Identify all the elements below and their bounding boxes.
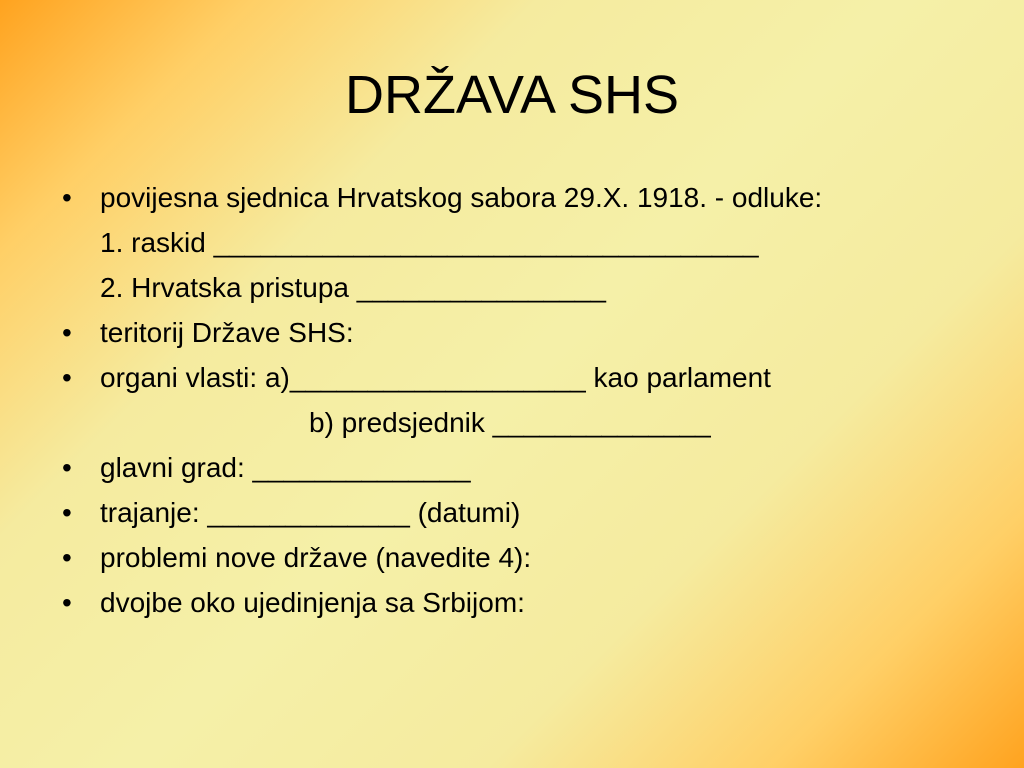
sub-item-pristupa	[62, 272, 992, 304]
bullet-item-sjednica	[62, 182, 900, 214]
bullet-icon: •	[62, 542, 72, 573]
bullet-text: teritorij Države SHS:	[100, 317, 354, 348]
bullet-icon: •	[62, 182, 72, 213]
bullet-item-teritorij	[62, 317, 992, 349]
sub-item-text: 2. Hrvatska pristupa ________________	[100, 272, 606, 303]
bullet-item-trajanje	[62, 497, 992, 529]
bullet-item-problemi	[62, 542, 992, 574]
bullet-icon: •	[62, 362, 72, 393]
bullet-text: problemi nove države (navedite 4):	[100, 542, 532, 573]
bullet-text: povijesna sjednica Hrvatskog sabora 29.X. 1918. - odluke:	[100, 182, 823, 213]
bullet-item-organi-vlasti	[62, 362, 992, 394]
sub-item-text: 1. raskid ___________________________________	[100, 227, 759, 258]
slide-title: DRŽAVA SHS	[344, 65, 680, 125]
bullet-text: glavni grad: ______________	[100, 452, 471, 483]
bullet-item-dvojbe	[62, 587, 992, 619]
bullet-icon: •	[62, 497, 72, 528]
sub-item-raskid	[62, 227, 992, 259]
sub-item-text: b) predsjednik ______________	[309, 407, 711, 438]
bullet-text: organi vlasti: a)___________________ kao parlament	[100, 362, 771, 393]
bullet-icon: •	[62, 317, 72, 348]
bullet-item-glavni-grad	[62, 452, 992, 484]
slide-content-list	[62, 182, 992, 632]
bullet-icon: •	[62, 587, 72, 618]
sub-item-predsjednik	[62, 407, 992, 439]
bullet-text: trajanje: _____________ (datumi)	[100, 497, 521, 528]
bullet-icon: •	[62, 452, 72, 483]
bullet-text: dvojbe oko ujedinjenja sa Srbijom:	[100, 587, 525, 618]
